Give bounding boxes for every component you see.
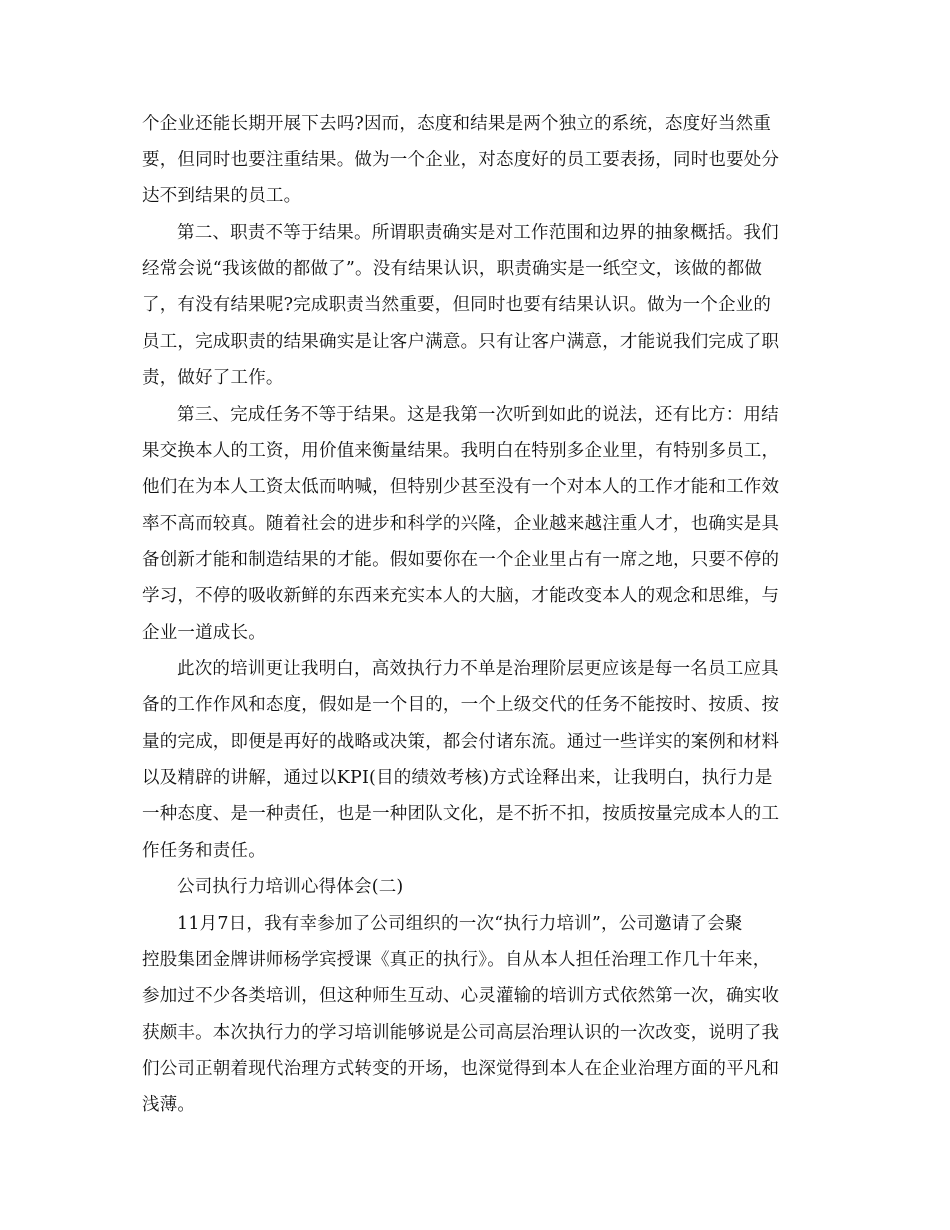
text-line: 控股集团金牌讲师杨学宾授课《真正的执行》。自从本人担任治理工作几十年来， [142, 950, 771, 970]
text-line: 经常会说“我该做的都做了”。没有结果认识，职责确实是一纸空文，该做的都做 [142, 259, 763, 279]
text-line: 11月7日，我有幸参加了公司组织的一次“执行力培训”，公司邀请了会聚 [177, 914, 743, 934]
text-line: 作任务和责任。 [142, 841, 266, 861]
text-line: 以及精辟的讲解，通过以KPI(目的绩效考核)方式诠释出来，让我明白，执行力是 [142, 768, 773, 788]
text-line: 率不高而较真。随着社会的进步和科学的兴隆，企业越来越注重人才，也确实是具 [142, 514, 780, 534]
text-line: 个企业还能长期开展下去吗?因而，态度和结果是两个独立的系统，态度好当然重 [142, 114, 772, 134]
text-line: 参加过不少各类培训，但这种师生互动、心灵灌输的培训方式依然第一次，确实收 [142, 986, 780, 1006]
text-line: 学习，不停的吸收新鲜的东西来充实本人的大脑，才能改变本人的观念和思维，与 [142, 586, 780, 606]
text-line: 员工，完成职责的结果确实是让客户满意。只有让客户满意，才能说我们完成了职 [142, 332, 780, 352]
section-heading: 公司执行力培训心得体会(二) [177, 877, 404, 897]
text-line: 果交换本人的工资，用价值来衡量结果。我明白在特别多企业里，有特别多员工， [142, 441, 780, 461]
text-line: 备创新才能和制造结果的才能。假如要你在一个企业里占有一席之地，只要不停的 [142, 550, 780, 570]
text-line: 浅薄。 [142, 1095, 196, 1115]
text-line: 责，做好了工作。 [142, 368, 284, 388]
text-line: 量的完成，即便是再好的战略或决策，都会付诸东流。通过一些详实的案例和材料 [142, 732, 780, 752]
text-line: 了，有没有结果呢?完成职责当然重要，但同时也要有结果认识。做为一个企业的 [142, 295, 772, 315]
text-line: 第二、职责不等于结果。所谓职责确实是对工作范围和边界的抽象概括。我们 [177, 223, 779, 243]
text-line: 备的工作作风和态度，假如是一个目的，一个上级交代的任务不能按时、按质、按 [142, 695, 780, 715]
text-line: 企业一道成长。 [142, 623, 266, 643]
text-line: 此次的培训更让我明白，高效执行力不单是治理阶层更应该是每一名员工应具 [177, 659, 779, 679]
text-line: 获颇丰。本次执行力的学习培训能够说是公司高层治理认识的一次改变，说明了我 [142, 1023, 780, 1043]
text-line: 达不到结果的员工。 [142, 186, 302, 206]
text-line: 他们在为本人工资太低而呐喊，但特别少甚至没有一个对本人的工作才能和工作效 [142, 477, 780, 497]
text-line: 要，但同时也要注重结果。做为一个企业，对态度好的员工要表扬，同时也要处分 [142, 150, 780, 170]
text-line: 一种态度、是一种责任，也是一种团队文化，是不折不扣，按质按量完成本人的工 [142, 804, 780, 824]
text-line: 们公司正朝着现代治理方式转变的开场，也深觉得到本人在企业治理方面的平凡和 [142, 1059, 780, 1079]
text-line: 第三、完成任务不等于结果。这是我第一次听到如此的说法，还有比方：用结 [177, 405, 779, 425]
